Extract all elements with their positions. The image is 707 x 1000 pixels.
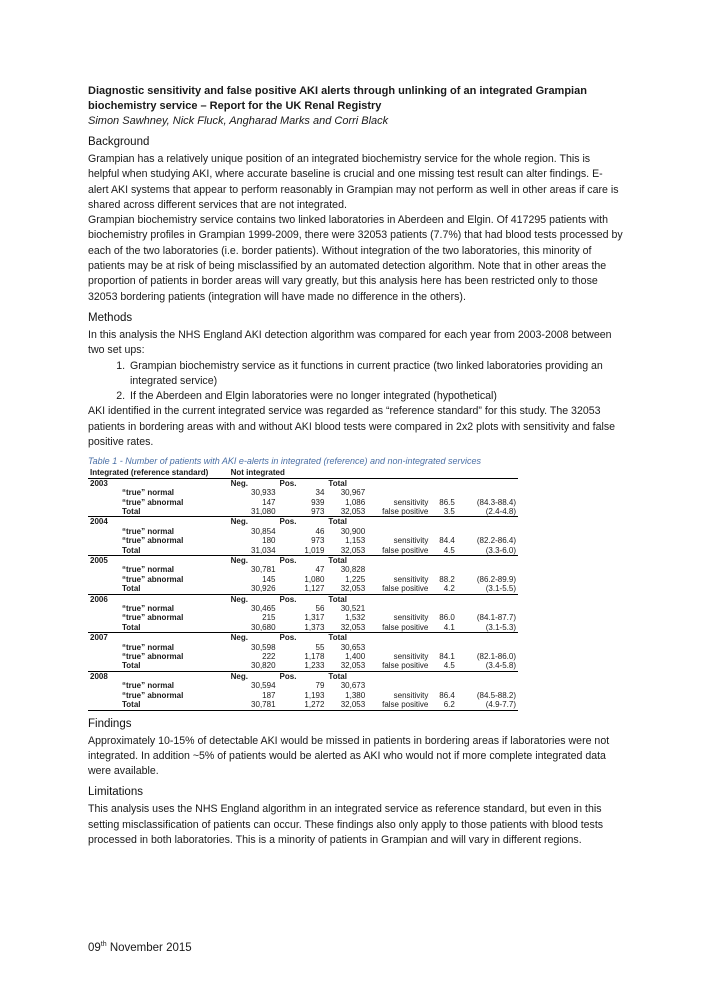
cell-neg: 30,820 bbox=[251, 661, 276, 671]
false-positive-value: 6.2 bbox=[430, 700, 456, 710]
cell-total: 30,828 bbox=[340, 565, 366, 575]
cell-total: 32,053 bbox=[340, 584, 366, 594]
empty-cell bbox=[457, 565, 518, 574]
cell-neg: 30,933 bbox=[251, 488, 276, 498]
sensitivity-value: 86.5 bbox=[439, 497, 455, 507]
row-label-total: Total bbox=[122, 506, 141, 516]
column-total-label: Total bbox=[326, 556, 367, 566]
column-total-label: Total bbox=[326, 633, 367, 643]
empty-cell bbox=[430, 671, 456, 681]
cell-total: 1,400 bbox=[345, 652, 366, 662]
cell-pos: 1,233 bbox=[304, 661, 325, 671]
empty-cell bbox=[367, 594, 430, 604]
cell-total: 1,380 bbox=[345, 690, 366, 700]
sensitivity-value: 88.2 bbox=[439, 574, 455, 584]
table-row-true-abnormal bbox=[88, 575, 518, 584]
cell-pos: 46 bbox=[315, 526, 325, 536]
cell-neg: 30,465 bbox=[251, 604, 276, 614]
table-row-true-normal bbox=[88, 488, 518, 497]
cell-neg: 30,926 bbox=[251, 584, 276, 594]
cell-total: 32,053 bbox=[326, 700, 367, 710]
sensitivity-label: sensitivity bbox=[393, 497, 429, 507]
table-row-true-abnormal bbox=[88, 691, 518, 700]
methods-list-item-1: 1. Grampian biochemistry service as it functions in current practice (two linked laboratories providing an integrated service) bbox=[128, 359, 623, 390]
cell-pos: 973 bbox=[311, 506, 325, 516]
empty-cell bbox=[457, 681, 518, 690]
column-pos-label: Pos. bbox=[278, 633, 327, 643]
row-label-true-abnormal: “true” abnormal bbox=[122, 497, 184, 507]
table-header-row bbox=[88, 468, 518, 478]
row-label-true-normal: “true” normal bbox=[122, 526, 175, 536]
table-row-true-abnormal bbox=[88, 652, 518, 661]
sensitivity-label: sensitivity bbox=[393, 574, 429, 584]
limitations-paragraph: This analysis uses the NHS England algorithm in an integrated service as reference standard, but even in this setting misclassification of patients can occur. These findings also only apply to those patients with blood tests processed in both laboratories. This is a minority of patients in Grampian and will vary in different regions. bbox=[88, 803, 604, 846]
cell-neg: 187 bbox=[262, 690, 276, 700]
sensitivity-label: sensitivity bbox=[393, 652, 429, 662]
table-row-total bbox=[88, 700, 518, 710]
empty-cell bbox=[430, 594, 456, 604]
empty-cell bbox=[430, 478, 456, 488]
sensitivity-ci: (84.1-87.7) bbox=[476, 613, 516, 623]
row-label-true-normal: “true” normal bbox=[122, 681, 175, 691]
cell-total: 32,053 bbox=[340, 622, 366, 632]
sensitivity-ci: (82.1-86.0) bbox=[476, 652, 516, 662]
sensitivity-value: 86.4 bbox=[439, 690, 455, 700]
column-total-label: Total bbox=[326, 671, 367, 681]
cell-pos: 1,080 bbox=[304, 574, 325, 584]
sensitivity-ci: (84.5-88.2) bbox=[476, 690, 516, 700]
cell-total: 1,225 bbox=[345, 574, 366, 584]
year-label: 2003 bbox=[90, 478, 108, 488]
empty-cell bbox=[367, 517, 430, 527]
false-positive-ci: (3.3-6.0) bbox=[485, 545, 516, 555]
findings-paragraph: Approximately 10-15% of detectable AKI would be missed in patients in bordering areas if laboratories were not integrated. In addition ~5% of patients would be alerted as AKI who would not if more complete integrated data were available. bbox=[88, 734, 610, 778]
column-total-label: Total bbox=[326, 594, 367, 604]
table-row-true-normal bbox=[88, 643, 518, 652]
row-label-true-abnormal: “true” abnormal bbox=[122, 574, 184, 584]
year-label: 2008 bbox=[88, 671, 229, 681]
cell-total: 30,673 bbox=[340, 681, 366, 691]
sensitivity-value: 84.1 bbox=[439, 652, 455, 662]
cell-neg: 215 bbox=[262, 613, 276, 623]
column-neg-label: Neg. bbox=[230, 478, 248, 488]
results-table-body bbox=[88, 468, 518, 710]
row-label-total: Total bbox=[122, 584, 141, 594]
table-row-true-normal bbox=[88, 604, 518, 613]
cell-pos: 56 bbox=[315, 604, 325, 614]
sensitivity-value: 84.4 bbox=[439, 536, 455, 546]
cell-pos: 1,019 bbox=[304, 545, 325, 555]
findings-heading: Findings bbox=[88, 717, 132, 730]
empty-cell bbox=[457, 604, 518, 613]
cell-total: 32,053 bbox=[340, 661, 366, 671]
empty-cell bbox=[457, 488, 518, 497]
cell-pos: 55 bbox=[315, 642, 325, 652]
cell-pos: 1,373 bbox=[304, 622, 325, 632]
false-positive-ci: (2.4-4.8) bbox=[485, 506, 516, 516]
table-year-row bbox=[88, 556, 518, 566]
table-row-total bbox=[88, 546, 518, 556]
sensitivity-label: sensitivity bbox=[393, 690, 429, 700]
cell-neg: 31,034 bbox=[251, 545, 276, 555]
sensitivity-ci: (82.2-86.4) bbox=[476, 536, 516, 546]
cell-neg: 147 bbox=[262, 497, 276, 507]
cell-pos: 1,317 bbox=[304, 613, 325, 623]
year-label: 2005 bbox=[88, 556, 229, 566]
row-label-total: Total bbox=[122, 622, 141, 632]
author-list: Simon Sawhney, Nick Fluck, Angharad Marks and Corri Black bbox=[88, 115, 389, 127]
row-label-total: Total bbox=[122, 545, 141, 555]
column-pos-label: Pos. bbox=[278, 671, 327, 681]
false-positive-ci: (3.1-5.5) bbox=[485, 584, 516, 594]
row-label-true-normal: “true” normal bbox=[122, 642, 175, 652]
cell-total: 30,653 bbox=[340, 642, 366, 652]
empty-cell bbox=[457, 478, 518, 488]
row-label-true-abnormal: “true” abnormal bbox=[122, 613, 184, 623]
table-row-total bbox=[88, 623, 518, 633]
sensitivity-value: 86.0 bbox=[439, 613, 455, 623]
cell-neg: 31,080 bbox=[251, 506, 276, 516]
table-year-row bbox=[88, 633, 518, 643]
header-not-integrated: Not integrated bbox=[229, 468, 518, 478]
table-row-true-normal bbox=[88, 565, 518, 574]
false-positive-ci: (4.9-7.7) bbox=[457, 700, 518, 710]
background-paragraph-2: Grampian biochemistry service contains two linked laboratories in Aberdeen and Elgin. Of 417295 patients with biochemistry profiles in Grampian 1999-2009, there were 32053 patients (7.7%) that had blood tests processed by each of the two laboratories (i.e. border patients). Without integration of the two laboratories, this minority of patients may be at risk of being misclassified by an automated detection algorithm. Note that in other areas the proportion of patients in border areas will vary greatly, but this analysis here has been restricted only to those 32053 bordering patients (integration will have made no difference in the others). bbox=[88, 214, 623, 303]
methods-list-item-2: 2. If the Aberdeen and Elgin laboratories were no longer integrated (hypothetical) bbox=[128, 389, 623, 404]
table-row-true-abnormal bbox=[88, 536, 518, 545]
sensitivity-label: sensitivity bbox=[393, 613, 429, 623]
cell-neg: 30,594 bbox=[251, 681, 276, 691]
empty-cell bbox=[457, 643, 518, 652]
table-year-row bbox=[88, 671, 518, 681]
results-table bbox=[88, 468, 518, 710]
table-row-total bbox=[88, 661, 518, 671]
false-positive-label: false positive bbox=[382, 661, 429, 671]
cell-total: 30,967 bbox=[340, 488, 366, 498]
cell-neg: 30,781 bbox=[229, 700, 278, 710]
empty-cell bbox=[430, 565, 456, 574]
row-label-total: Total bbox=[122, 661, 141, 671]
cell-total: 1,532 bbox=[345, 613, 366, 623]
empty-cell bbox=[367, 671, 430, 681]
cell-total: 1,086 bbox=[345, 497, 366, 507]
row-label-true-normal: “true” normal bbox=[122, 565, 175, 575]
column-neg-label: Neg. bbox=[229, 517, 278, 527]
table-year-row bbox=[88, 478, 518, 488]
empty-cell bbox=[367, 604, 430, 613]
document-page bbox=[88, 84, 623, 848]
table-year-row bbox=[88, 517, 518, 527]
table-row-true-normal bbox=[88, 527, 518, 536]
table-year-row bbox=[88, 594, 518, 604]
table-row-true-abnormal bbox=[88, 498, 518, 507]
false-positive-value: 4.5 bbox=[443, 661, 455, 671]
empty-cell bbox=[457, 633, 518, 643]
empty-cell bbox=[430, 527, 456, 536]
methods-paragraph-2: AKI identified in the current integrated service was regarded as “reference standard” for this study. The 32053 patients in bordering areas with and without AKI blood tests were compared in 2x2 plots with sensitivity and false positive rates. bbox=[88, 405, 616, 449]
column-pos-label: Pos. bbox=[279, 478, 297, 488]
false-positive-label: false positive bbox=[367, 700, 430, 710]
footer-day-suffix: th bbox=[100, 941, 107, 948]
sensitivity-ci: (84.3-88.4) bbox=[476, 497, 516, 507]
false-positive-ci: (3.4-5.8) bbox=[485, 661, 516, 671]
empty-cell bbox=[367, 478, 430, 488]
cell-neg: 30,680 bbox=[251, 622, 276, 632]
false-positive-label: false positive bbox=[382, 584, 429, 594]
sensitivity-ci: (86.2-89.9) bbox=[476, 574, 516, 584]
methods-paragraph-1: In this analysis the NHS England AKI detection algorithm was compared for each year from 2003-2008 between two set ups: bbox=[88, 328, 612, 357]
column-neg-label: Neg. bbox=[229, 671, 278, 681]
column-neg-label: Neg. bbox=[229, 556, 278, 566]
background-heading: Background bbox=[88, 136, 150, 148]
table-row-total bbox=[88, 507, 518, 517]
limitations-heading: Limitations bbox=[88, 786, 143, 799]
table-row-true-normal bbox=[88, 681, 518, 690]
cell-neg: 30,598 bbox=[251, 642, 276, 652]
year-label: 2004 bbox=[88, 517, 229, 527]
false-positive-ci: (3.1-5.3) bbox=[485, 622, 516, 632]
sensitivity-label: sensitivity bbox=[393, 536, 429, 546]
report-title: Diagnostic sensitivity and false positive AKI alerts through unlinking of an integrated Grampian biochemistry service – Report for the UK Renal Registry bbox=[88, 85, 587, 112]
empty-cell bbox=[367, 488, 430, 497]
methods-heading: Methods bbox=[88, 311, 133, 324]
empty-cell bbox=[430, 604, 456, 613]
empty-cell bbox=[430, 633, 456, 643]
false-positive-value: 3.5 bbox=[443, 506, 455, 516]
footer-date bbox=[88, 941, 192, 954]
footer-month-year: November 2015 bbox=[106, 941, 192, 954]
cell-pos: 1,193 bbox=[304, 690, 325, 700]
empty-cell bbox=[367, 556, 430, 566]
year-label: 2007 bbox=[88, 633, 229, 643]
cell-pos: 1,178 bbox=[304, 652, 325, 662]
cell-total: 30,900 bbox=[340, 526, 366, 536]
false-positive-label: false positive bbox=[382, 622, 429, 632]
empty-cell bbox=[430, 643, 456, 652]
empty-cell bbox=[367, 643, 430, 652]
false-positive-value: 4.2 bbox=[443, 584, 455, 594]
false-positive-label: false positive bbox=[382, 506, 429, 516]
footer-day: 09 bbox=[88, 941, 101, 954]
column-pos-label: Pos. bbox=[278, 556, 327, 566]
empty-cell bbox=[367, 681, 430, 690]
empty-cell bbox=[457, 556, 518, 566]
background-paragraph-1: Grampian has a relatively unique position of an integrated biochemistry service for the whole region. This is helpful when studying AKI, where accurate baseline is crucial and one missing test result can alter findings. E-alert AKI systems that appear to perform reasonably in Grampian may not perform as well in other areas if care is shared across different services that are not integrated. bbox=[88, 153, 619, 211]
empty-cell bbox=[367, 633, 430, 643]
year-label: 2006 bbox=[88, 594, 229, 604]
cell-total: 30,521 bbox=[340, 604, 366, 614]
header-reference: Integrated (reference standard) bbox=[88, 468, 229, 478]
cell-pos: 973 bbox=[311, 536, 325, 546]
cell-neg: 30,781 bbox=[251, 565, 276, 575]
table-row-total bbox=[88, 584, 518, 594]
column-pos-label: Pos. bbox=[278, 594, 327, 604]
cell-total: 1,153 bbox=[345, 536, 366, 546]
cell-pos: 1,272 bbox=[278, 700, 327, 710]
cell-neg: 180 bbox=[262, 536, 276, 546]
methods-list bbox=[88, 359, 623, 405]
cell-total: 32,053 bbox=[340, 506, 366, 516]
row-label-true-abnormal: “true” abnormal bbox=[122, 652, 184, 662]
false-positive-value: 4.1 bbox=[443, 622, 455, 632]
empty-cell bbox=[430, 681, 456, 690]
cell-pos: 939 bbox=[311, 497, 325, 507]
empty-cell bbox=[457, 517, 518, 527]
empty-cell bbox=[430, 556, 456, 566]
column-total-label: Total bbox=[328, 478, 347, 488]
column-neg-label: Neg. bbox=[229, 594, 278, 604]
empty-cell bbox=[367, 527, 430, 536]
cell-pos: 34 bbox=[315, 488, 325, 498]
empty-cell bbox=[367, 565, 430, 574]
table-caption: Table 1 - Number of patients with AKI e-alerts in integrated (reference) and non-integrated services bbox=[88, 456, 482, 467]
empty-cell bbox=[430, 488, 456, 497]
column-neg-label: Neg. bbox=[229, 633, 278, 643]
empty-cell bbox=[457, 527, 518, 536]
cell-pos: 79 bbox=[315, 681, 325, 691]
empty-cell bbox=[457, 594, 518, 604]
column-total-label: Total bbox=[326, 517, 367, 527]
row-label-total: Total bbox=[88, 700, 229, 710]
row-label-true-abnormal: “true” abnormal bbox=[122, 690, 184, 700]
cell-neg: 145 bbox=[262, 574, 276, 584]
cell-total: 32,053 bbox=[340, 545, 366, 555]
column-pos-label: Pos. bbox=[278, 517, 327, 527]
row-label-true-abnormal: “true” abnormal bbox=[122, 536, 184, 546]
cell-pos: 47 bbox=[315, 565, 325, 575]
false-positive-label: false positive bbox=[382, 545, 429, 555]
empty-cell bbox=[430, 517, 456, 527]
table-row-true-abnormal bbox=[88, 613, 518, 622]
cell-pos: 1,127 bbox=[304, 584, 325, 594]
cell-neg: 222 bbox=[262, 652, 276, 662]
false-positive-value: 4.5 bbox=[443, 545, 455, 555]
cell-neg: 30,854 bbox=[251, 526, 276, 536]
row-label-true-normal: “true” normal bbox=[122, 604, 175, 614]
row-label-true-normal: “true” normal bbox=[122, 488, 175, 498]
empty-cell bbox=[457, 671, 518, 681]
